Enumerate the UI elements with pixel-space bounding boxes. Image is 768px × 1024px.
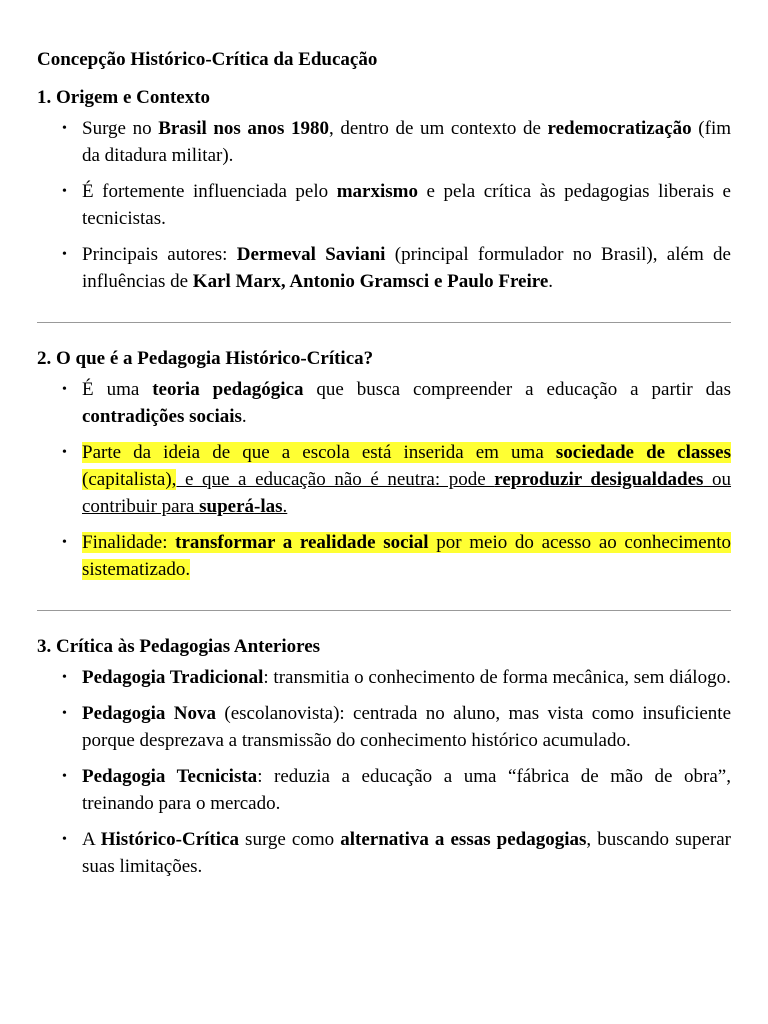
- list-item: [37, 115, 731, 169]
- highlighted-bold-text: sociedade de classes: [555, 442, 732, 463]
- text-run: : transmitia o conhecimento de forma mecânica, sem diálogo.: [263, 667, 731, 688]
- text-run: Surge no: [82, 118, 159, 139]
- section-divider: [37, 322, 731, 323]
- bold-text: Brasil nos anos 1980: [158, 118, 329, 139]
- list-item: [37, 178, 731, 232]
- bold-text: Histórico-Crítica: [100, 829, 239, 850]
- text-run: : reduzia a educação a uma “fábrica de mão de obra”, treinando para o mercado.: [82, 766, 731, 814]
- list-item: [37, 700, 731, 754]
- text-run: , buscando superar suas limitações.: [82, 829, 731, 877]
- bold-text: Dermeval Saviani: [236, 244, 386, 265]
- bold-text: Karl Marx, Antonio Gramsci e Paulo Freire: [192, 271, 549, 292]
- text-run: (escolanovista): centrada no aluno, mas vista como insuficiente porque desprezava a transmissão do conhecimento histórico acumulado.: [82, 703, 731, 751]
- list-item: [37, 241, 731, 295]
- bold-text: teoria pedagógica: [152, 379, 304, 400]
- highlighted-text: Finalidade:: [82, 532, 176, 553]
- section-divider: [37, 610, 731, 611]
- bullet-list: [37, 115, 731, 295]
- highlighted-text: (capitalista),: [82, 469, 177, 490]
- bold-text: Pedagogia Tecnicista: [82, 766, 258, 787]
- bullet-list: [37, 376, 731, 583]
- document-title: Concepção Histórico-Crítica da Educação: [37, 49, 378, 70]
- list-item: [37, 439, 731, 520]
- text-run: e pela crítica às pedagogias liberais e tecnicistas.: [82, 181, 731, 229]
- bold-text: alternativa a essas pedagogias: [340, 829, 587, 850]
- bold-text: marxismo: [336, 181, 418, 202]
- section-pedagogia-historico-critica: [37, 345, 731, 583]
- list-item: [37, 826, 731, 880]
- list-item: [37, 376, 731, 430]
- list-item: [37, 529, 731, 583]
- text-run: .: [241, 406, 247, 427]
- text-run: surge como: [238, 829, 341, 850]
- list-item: [37, 664, 731, 691]
- underlined-bold-text: reproduzir desigualdades: [494, 469, 704, 490]
- highlighted-text: Parte da ideia de que a escola está inserida em uma: [82, 442, 556, 463]
- bold-text: Pedagogia Tradicional: [82, 667, 264, 688]
- text-run: (fim da ditadura militar).: [82, 118, 732, 166]
- text-run: Principais autores:: [82, 244, 237, 265]
- underlined-text: e que a educação não é neutra: pode: [176, 469, 495, 490]
- bold-text: contradições sociais: [82, 406, 242, 427]
- text-run: que busca compreender a educação a partir das: [303, 379, 731, 400]
- bullet-list: [37, 664, 731, 880]
- text-run: A: [82, 829, 101, 850]
- list-item: [37, 763, 731, 817]
- underlined-bold-text: superá-las: [199, 496, 283, 517]
- underlined-text: .: [282, 496, 288, 517]
- section-critica-pedagogias: [37, 633, 731, 880]
- text-run: , dentro de um contexto de: [329, 118, 548, 139]
- text-run: .: [548, 271, 554, 292]
- text-run: É fortemente influenciada pelo: [82, 181, 337, 202]
- underlined-text: ou contribuir para: [82, 469, 732, 517]
- section-origem-contexto: [37, 84, 731, 295]
- highlighted-bold-text: transformar a realidade social: [175, 532, 429, 553]
- section-heading: 3. Crítica às Pedagogias Anteriores: [37, 636, 321, 657]
- text-run: (principal formulador no Brasil), além de influências de: [82, 244, 731, 292]
- bold-text: redemocratização: [547, 118, 692, 139]
- section-heading: 2. O que é a Pedagogia Histórico-Crítica?: [37, 348, 374, 369]
- text-run: É uma: [82, 379, 153, 400]
- highlighted-text: por meio do acesso ao conhecimento sistematizado.: [82, 532, 731, 580]
- section-heading: 1. Origem e Contexto: [37, 87, 211, 108]
- bold-text: Pedagogia Nova: [82, 703, 216, 724]
